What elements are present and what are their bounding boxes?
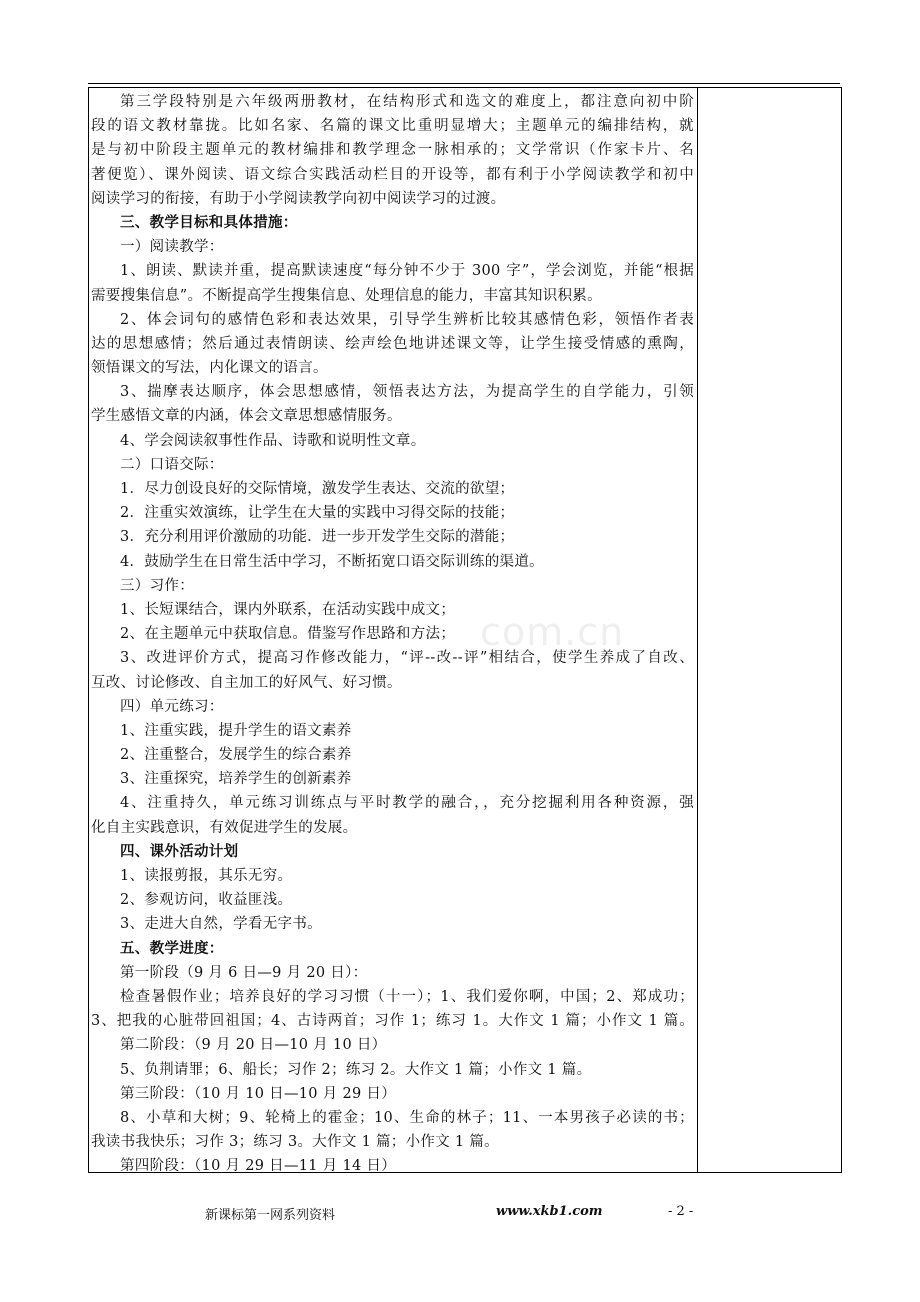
- text-line: 我读书我快乐；习作 3；练习 3。大作文 1 篇；小作文 1 篇。: [91, 1134, 499, 1151]
- text-line: 段的语文教材靠拢。比如名家、名篇的课文比重明显增大；主题单元的编排结构，就: [91, 118, 694, 135]
- column-divider: [697, 88, 698, 1172]
- text-line: 第三学段特别是六年级两册教材，在结构形式和选文的难度上，都注意向初中阶: [120, 94, 694, 110]
- section-heading: 五、教学进度：: [120, 939, 224, 957]
- footer-source: 新课标第一网系列资料: [205, 1208, 336, 1223]
- text-line: 2．注重实效演练，让学生在大量的实践中习得交际的技能；: [120, 505, 515, 522]
- page-number: - 2 -: [668, 1204, 694, 1219]
- text-line: 著便览）、课外阅读、语文综合实践活动栏目的开设等，都有利于小学阅读教学和初中: [91, 166, 694, 183]
- text-line: 达的思想感情；然后通过表情朗读、绘声绘色地讲述课文等，让学生接受情感的熏陶，: [91, 335, 694, 352]
- text-line: 3、注重探究，培养学生的创新素养: [120, 771, 352, 788]
- text-line: 2、注重整合，发展学生的综合素养: [120, 747, 352, 764]
- text-line: 4、学会阅读叙事性作品、诗歌和说明性文章。: [120, 432, 426, 449]
- text-line: 是与初中阶段主题单元的教材编排和教学理念一脉相承的；文学常识（作家卡片、名: [91, 142, 694, 159]
- text-line: 3、把我的心脏带回祖国；4、古诗两首；习作 1；练习 1。大作文 1 篇；小作文 1 篇。: [91, 1013, 694, 1030]
- text-line: 第四阶段：（10 月 29 日—11 月 14 日）: [120, 1158, 397, 1175]
- text-line: 阅读学习的衔接，有助于小学阅读教学向初中阅读学习的过渡。: [91, 190, 506, 207]
- footer-url: www.xkb1.com: [496, 1204, 603, 1219]
- text-line: 四）单元练习：: [120, 698, 224, 715]
- plan-table: [88, 87, 842, 1173]
- text-line: 3、走进大自然，学看无字书。: [120, 916, 322, 933]
- text-line: 第二阶段：（9 月 20 日—10 月 10 日）: [120, 1037, 387, 1054]
- header-rule: [88, 83, 840, 84]
- text-line: 1、长短课结合，课内外联系，在活动实践中成文；: [120, 601, 456, 618]
- text-line: 1、朗读、默读并重，提高默读速度“每分钟不少于 300 字”，学会浏览，并能“根据: [120, 263, 694, 280]
- text-line: 化自主实践意识，有效促进学生的发展。: [91, 819, 358, 836]
- text-line: 检查暑假作业；培养良好的学习习惯（十一）；1、我们爱你啊，中国；2、郑成功；: [120, 988, 694, 1005]
- section-heading: 四、课外活动计划: [120, 842, 239, 860]
- text-line: 二）口语交际：: [120, 456, 224, 473]
- text-line: 需要搜集信息”。不断提高学生搜集信息、处理信息的能力，丰富其知识积累。: [91, 287, 602, 304]
- text-line: 3．充分利用评价激励的功能．进一步开发学生交际的潜能；: [120, 529, 515, 546]
- text-line: 一）阅读教学：: [120, 239, 224, 256]
- text-line: 2、在主题单元中获取信息。借鉴写作思路和方法；: [120, 626, 456, 643]
- text-line: 3、揣摩表达顺序，体会思想感情，领悟表达方法，为提高学生的自学能力，引领: [120, 384, 694, 401]
- text-line: 3、改进评价方式，提高习作修改能力，“评--改--评”相结合，使学生养成了自改、: [120, 650, 694, 667]
- text-line: 1、注重实践，提升学生的语文素养: [120, 722, 352, 739]
- section-heading: 三、教学目标和具体措施：: [120, 213, 298, 231]
- text-line: 三）习作：: [120, 577, 194, 594]
- text-line: 8、小草和大树；9、轮椅上的霍金；10、生命的林子；11、一本男孩子必读的书；: [120, 1109, 694, 1126]
- text-line: 领悟课文的写法，内化课文的语言。: [91, 360, 328, 377]
- text-line: 5、负荆请罪；6、船长；习作 2；练习 2。大作文 1 篇；小作文 1 篇。: [120, 1061, 592, 1078]
- text-line: 互改、讨论修改、自主加工的好风气、好习惯。: [91, 674, 402, 691]
- text-line: 第一阶段（9 月 6 日—9 月 20 日）：: [120, 964, 368, 981]
- text-line: 4．鼓励学生在日常生活中学习，不断拓宽口语交际训练的渠道。: [120, 553, 544, 570]
- text-line: 2、参观访问，收益匪浅。: [120, 892, 293, 909]
- text-line: 4、注重持久，单元练习训练点与平时教学的融合，，充分挖掘利用各种资源，强: [120, 795, 694, 812]
- text-line: 1．尽力创设良好的交际情境，激发学生表达、交流的欲望；: [120, 481, 515, 497]
- text-line: 学生感悟文章的内涵，体会文章思想感情服务。: [91, 408, 402, 425]
- text-line: 2、体会词句的感情色彩和表达效果，引导学生辨析比较其感情色彩，领悟作者表: [120, 311, 694, 328]
- text-line: 第三阶段：（10 月 10 日—10 月 29 日）: [120, 1085, 397, 1102]
- text-line: 1、读报剪报，其乐无穷。: [120, 868, 293, 884]
- watermark: com.cn: [480, 610, 625, 654]
